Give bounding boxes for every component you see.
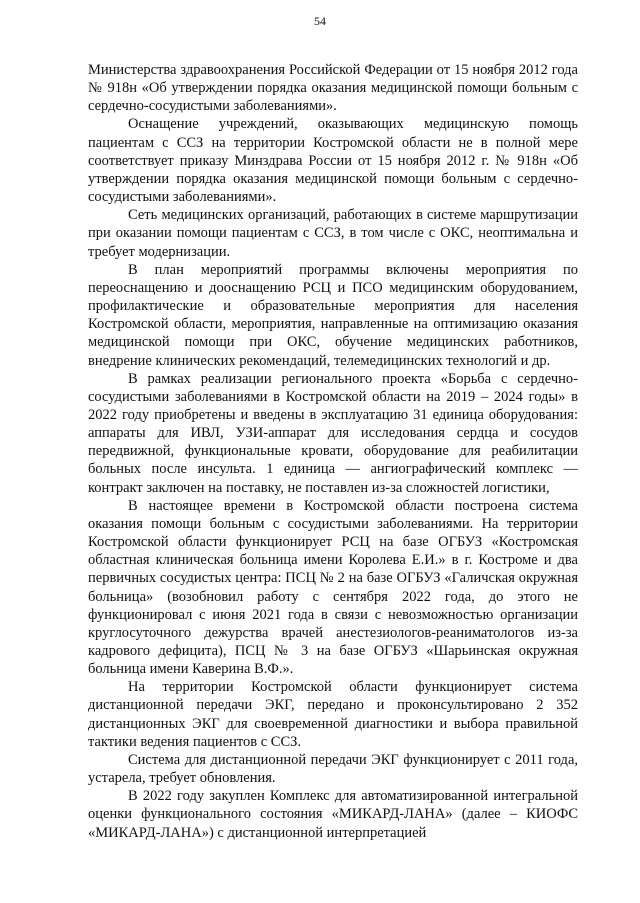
paragraph-1: Министерства здравоохранения Российской Федерации от 15 ноября 2012 года № 918н «Об утверждении порядка оказания медицинской помощи больным с сердечно-сосудистыми заболеваниями». xyxy=(88,62,578,115)
paragraph-6: В настоящее времени в Костромской области построена система оказания помощи больным с сосудистыми заболеваниями. На территории Костромской области функционирует РСЦ на базе ОГБУЗ «Костромская областная клиническая больница имени Королева Е.И.» в г. Костроме и два первичных сосудистых центра: ПСЦ № 2 на базе ОГБУЗ «Галичская окружная больница» (возобновил работу с сентября 2022 года, до этого не функционировал с июня 2021 года в связи с невозможностью организации круглосуточного дежурства врачей анестезиологов-реаниматологов из-за кадрового дефицита), ПСЦ № 3 на базе ОГБУЗ «Шарьинская окружная больница имени Каверина В.Ф.». xyxy=(88,497,578,678)
page-number: 54 xyxy=(314,14,326,28)
paragraph-2: Оснащение учреждений, оказывающих медицинскую помощь пациентам с ССЗ на территории Костромской области не в полной мере соответствует приказу Минздрава России от 15 ноября 2012 г. № 918н «Об утверждении порядка оказания медицинской помощи больным с сердечно-сосудистыми заболеваниями». xyxy=(88,116,578,206)
paragraph-4: В план мероприятий программы включены мероприятия по переоснащению и дооснащению РСЦ и ПСО медицинским оборудованием, профилактические и образовательные мероприятия для населения Костромской области, мероприятия, направленные на оптимизацию оказания медицинской помощи при ОКС, обучение медицинских работников, внедрение клинических рекомендаций, телемедицинских технологий и др. xyxy=(88,261,578,369)
paragraph-5: В рамках реализации регионального проекта «Борьба с сердечно-сосудистыми заболеваниями в Костромской области на 2019 – 2024 годы» в 2022 году приобретены и введены в эксплуатацию 31 единица оборудования: аппараты для ИВЛ, УЗИ-аппарат для исследования сердца и сосудов передвижной, функциональные кровати, оборудование для реабилитации больных после инсульта. 1 единица — ангиографический комплекс — контракт заключен на поставку, не поставлен из-за сложностей логистики, xyxy=(88,370,578,496)
paragraph-9: В 2022 году закуплен Комплекс для автоматизированной интегральной оценки функционального состояния «МИКАРД-ЛАНА» (далее – КИОФС «МИКАРД-ЛАНА») с дистанционной интерпретацией xyxy=(88,788,578,841)
document-body xyxy=(88,61,578,842)
paragraph-7: На территории Костромской области функционирует система дистанционной передачи ЭКГ, передано и проконсультировано 2 352 дистанционных ЭКГ для своевременной диагностики и выбора правильной тактики ведения пациентов с ССЗ. xyxy=(88,679,578,750)
paragraph-8: Система для дистанционной передачи ЭКГ функционирует с 2011 года, устарела, требует обновления. xyxy=(88,751,578,787)
paragraph-3: Сеть медицинских организаций, работающих в системе маршрутизации при оказании помощи пациентам с ССЗ, в том числе с ОКС, неоптимальна и требует модернизации. xyxy=(88,207,578,260)
